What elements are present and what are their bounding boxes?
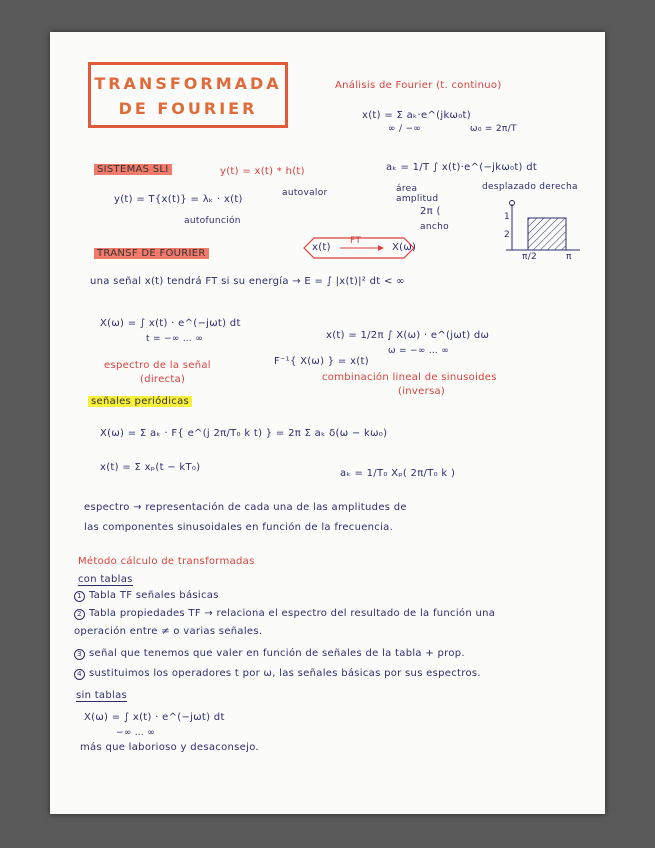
combo-label: combinación lineal de sinusoides (322, 372, 497, 383)
autovalor-label: autovalor (282, 188, 328, 198)
coef-eq: aₖ = 1/T ∫ x(t)·e^(−jkω₀t) dt (386, 162, 538, 173)
title-line-1: TRANSFORMADA (94, 74, 282, 93)
spectrum-text-2: las componentes sinusoidales en función de la frecuencia. (84, 522, 394, 533)
ancho-label: ancho (420, 222, 449, 232)
plot-tick-2: 2 (504, 230, 511, 240)
plot-tick-x1: π/2 (522, 252, 538, 262)
ft-to: X(ω) (392, 242, 417, 253)
forward-ft-eq: X(ω) = ∫ x(t) · e^(−jωt) dt (100, 318, 241, 329)
last-line: más que laborioso y desaconsejo. (80, 742, 259, 753)
amplitude-label: amplitud (396, 194, 439, 204)
periodic-eq-2: x(t) = Σ xₚ(t − kT₀) (100, 462, 201, 473)
eigen-eq: y(t) = T{x(t)} = λₖ · x(t) (114, 194, 243, 205)
periodic-eq-1: X(ω) = Σ aₖ · F{ e^(j 2π/T₀ k t) } = 2π Σ aₖ δ(ω − kω₀) (100, 428, 388, 439)
rect-pulse-plot (502, 196, 582, 260)
inverse-limits: ω = −∞ … ∞ (388, 346, 450, 356)
inverse-ft-eq: x(t) = 1/2π ∫ X(ω) · e^(jωt) dω (326, 330, 490, 341)
method-heading: Método cálculo de transformadas (78, 556, 255, 567)
title-line-2: DE FOURIER (118, 99, 258, 118)
integral-limits: −∞ … ∞ (116, 728, 156, 738)
spectrum-label: espectro de la señal (104, 360, 211, 371)
sin-tablas-label: sin tablas (76, 690, 128, 701)
method-item-2-cont: operación entre ≠ o varias señales. (74, 626, 263, 637)
method-item-1: 1 Tabla TF señales básicas (74, 590, 219, 602)
direct-label: (directa) (140, 374, 186, 385)
shift-label: desplazado derecha (482, 182, 578, 192)
fourier-series-eq: x(t) = Σ aₖ·e^(jkω₀t) (362, 110, 471, 121)
energy-condition: una señal x(t) tendrá FT si su energía → E = ∫ |x(t)|² dt < ∞ (90, 276, 405, 287)
analysis-heading: Análisis de Fourier (t. continuo) (335, 80, 502, 91)
omega0-def: ω₀ = 2π/T (470, 124, 517, 134)
lti-convolution-eq: y(t) = x(t) * h(t) (220, 166, 305, 177)
forward-limits: t = −∞ … ∞ (146, 334, 204, 344)
plot-tick-1: 1 (504, 212, 511, 222)
finv-eq: F⁻¹{ X(ω) } = x(t) (274, 356, 369, 367)
area-label: área (396, 184, 418, 194)
series-limits: ∞ / −∞ (388, 124, 422, 134)
ft-from: x(t) (312, 242, 331, 253)
periodic-heading: señales periódicas (88, 396, 192, 407)
notebook-page (50, 32, 605, 814)
method-item-2: 2 Tabla propiedades TF → relaciona el espectro del resultado de la función una (74, 608, 495, 620)
ft-label: FT (350, 236, 362, 246)
plot-tick-x2: π (566, 252, 572, 262)
transf-heading: TRANSF DE FOURIER (94, 248, 209, 259)
title-box (88, 62, 288, 128)
lti-heading: SISTEMAS SLI (94, 164, 172, 175)
direct-integral-eq: X(ω) = ∫ x(t) · e^(−jωt) dt (84, 712, 225, 723)
autofuncion-label: autofunción (184, 216, 241, 226)
method-item-4: 4 sustituimos los operadores t por ω, las señales básicas por sus espectros. (74, 668, 481, 680)
periodic-coef: aₖ = 1/T₀ Xₚ( 2π/T₀ k ) (340, 468, 456, 479)
inverse-label: (inversa) (398, 386, 446, 397)
spectrum-text-1: espectro → representación de cada una de las amplitudes de (84, 502, 407, 513)
method-item-3: 3 señal que tenemos que valer en función de señales de la tabla + prop. (74, 648, 465, 660)
two-pi-expr: 2π ( (420, 206, 441, 217)
con-tablas-label: con tablas (78, 574, 133, 585)
